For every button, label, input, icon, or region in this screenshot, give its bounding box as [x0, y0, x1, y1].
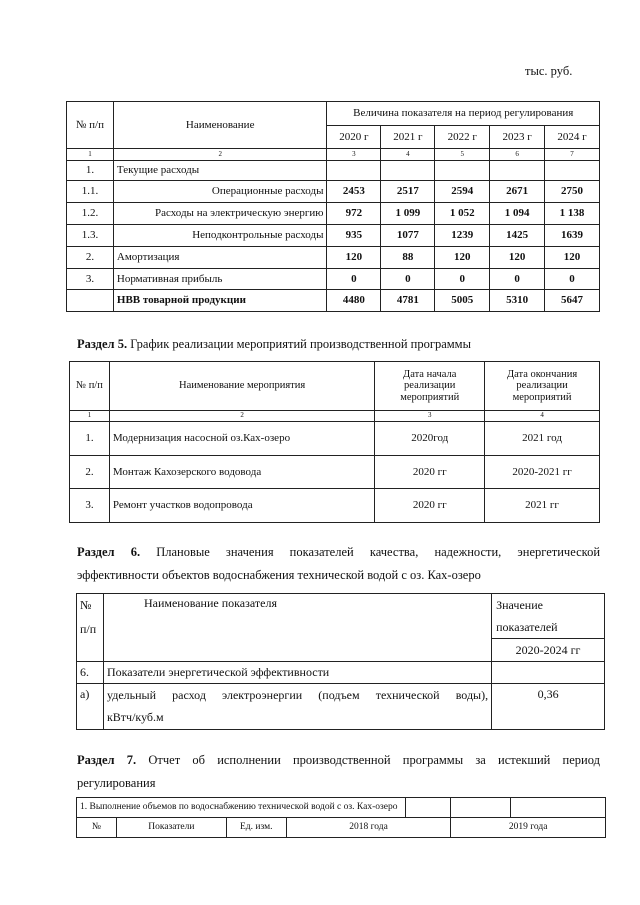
year-header: 2024 г	[545, 126, 600, 149]
row-no: 1.2.	[67, 203, 114, 225]
row-no: 6.	[77, 662, 104, 684]
row-no: 1.	[70, 422, 110, 456]
row-start: 2020год	[375, 422, 485, 456]
table-row-total	[67, 290, 600, 312]
year-header: 2021 г	[381, 126, 435, 149]
row-value: 4781	[381, 290, 435, 312]
report-cell	[451, 798, 511, 818]
section5-title: График реализации мероприятий производственной программы	[127, 337, 471, 351]
year-header: 2020 г	[327, 126, 381, 149]
row-name: Операционные расходы	[113, 181, 327, 203]
table-row	[70, 456, 600, 489]
row-value: 1 094	[490, 203, 545, 225]
units-label: тыс. руб.	[525, 64, 573, 78]
row-name: Расходы на электрическую энергию	[113, 203, 327, 225]
row-name-line1: удельный расход электроэнергии (подъем технической воды),	[106, 688, 489, 702]
header-period: Величина показателя на период регулирования	[327, 102, 600, 126]
indicators-table	[76, 593, 605, 730]
row-value: 1 052	[435, 203, 490, 225]
row-name-line2: кВтч/куб.м	[106, 710, 164, 724]
row-value: 2453	[327, 181, 381, 203]
row-value: 2517	[381, 181, 435, 203]
row-name: Показатели энергетической эффективности	[103, 662, 491, 684]
header-val1: Значение	[496, 598, 543, 612]
section7-line2: регулирования	[77, 776, 156, 790]
year-header: 2023 г	[490, 126, 545, 149]
row-value: 1 099	[381, 203, 435, 225]
header-no2: п/п	[80, 622, 97, 636]
row-value: 5005	[435, 290, 490, 312]
report-cell	[511, 798, 606, 818]
row-value	[435, 161, 490, 181]
row-value: 1077	[381, 225, 435, 247]
header-start: Дата начала реализации мероприятий	[375, 362, 485, 411]
row-value: 2594	[435, 181, 490, 203]
row-value: 4480	[327, 290, 381, 312]
row-name: Нормативная прибыль	[113, 269, 327, 290]
table-row	[70, 422, 600, 456]
row-value: 0	[435, 269, 490, 290]
header-indicators: Показатели	[116, 818, 226, 838]
row-name: Амортизация	[113, 247, 327, 269]
row-value: 1 138	[545, 203, 600, 225]
header-no: №	[77, 818, 117, 838]
year-header: 2022 г	[435, 126, 490, 149]
row-name: Текущие расходы	[113, 161, 327, 181]
row-end: 2021 гг	[485, 489, 600, 523]
header-unit: Ед. изм.	[226, 818, 286, 838]
column-number: 5	[435, 149, 490, 161]
row-value: 0	[490, 269, 545, 290]
row-value: 5647	[545, 290, 600, 312]
row-no: 1.	[67, 161, 114, 181]
header-val2: показателей	[496, 620, 558, 634]
header-end: Дата окончания реализации мероприятий	[485, 362, 600, 411]
row-value: 120	[435, 247, 490, 269]
section7-heading	[77, 749, 600, 795]
header-no: №	[80, 598, 92, 612]
header-no-cell	[77, 594, 104, 662]
row-name: НВВ товарной продукции	[113, 290, 327, 312]
header-2019: 2019 года	[451, 818, 606, 838]
row-value	[327, 161, 381, 181]
column-number: 3	[375, 411, 485, 422]
section6-line2: эффективности объектов водоснабжения технической водой с оз. Ках-озеро	[77, 568, 481, 582]
column-number: 2	[109, 411, 374, 422]
row-no: 3.	[67, 269, 114, 290]
row-value: 5310	[490, 290, 545, 312]
report-cell	[406, 798, 451, 818]
row-value: 0	[381, 269, 435, 290]
table-row	[67, 181, 600, 203]
table-row	[67, 161, 600, 181]
header-name: Наименование	[113, 102, 327, 149]
row-no: 1.3.	[67, 225, 114, 247]
column-number: 4	[485, 411, 600, 422]
column-number: 7	[545, 149, 600, 161]
column-number: 2	[113, 149, 327, 161]
row-value	[492, 662, 605, 684]
section6-line1: Плановые значения показателей качества, надежности, энергетической	[156, 545, 601, 559]
row-value: 1239	[435, 225, 490, 247]
row-name: Ремонт участков водопровода	[109, 489, 374, 523]
schedule-table	[69, 361, 600, 523]
row-value	[381, 161, 435, 181]
expenses-table	[66, 101, 600, 312]
row-value: 0	[327, 269, 381, 290]
row-name: Монтаж Кахозерского водовода	[109, 456, 374, 489]
row-end: 2020-2021 гг	[485, 456, 600, 489]
header-name: Наименование мероприятия	[109, 362, 374, 411]
table-row	[67, 225, 600, 247]
section7-label: Раздел 7.	[77, 753, 137, 767]
row-start: 2020 гг	[375, 489, 485, 523]
row-no: 1.1.	[67, 181, 114, 203]
row-value: 1639	[545, 225, 600, 247]
row-no: а)	[77, 684, 104, 730]
section6-label: Раздел 6.	[77, 545, 141, 559]
table-row	[67, 203, 600, 225]
row-value: 88	[381, 247, 435, 269]
table-row	[67, 269, 600, 290]
report-subtitle: 1. Выполнение объемов по водоснабжению технической водой с оз. Ках-озеро	[77, 798, 406, 818]
row-no: 2.	[70, 456, 110, 489]
header-2018: 2018 года	[286, 818, 451, 838]
row-value: 120	[545, 247, 600, 269]
row-name: Модернизация насосной оз.Ках-озеро	[109, 422, 374, 456]
table-row	[70, 489, 600, 523]
header-period: 2020-2024 гг	[492, 638, 604, 661]
row-value: 2671	[490, 181, 545, 203]
row-value: 120	[490, 247, 545, 269]
header-value-cell	[492, 594, 605, 662]
report-table	[76, 797, 606, 838]
row-end: 2021 год	[485, 422, 600, 456]
header-name: Наименование показателя	[103, 594, 491, 662]
column-number: 6	[490, 149, 545, 161]
header-no: № п/п	[67, 102, 114, 149]
column-number: 4	[381, 149, 435, 161]
table-row	[67, 247, 600, 269]
section5-label: Раздел 5.	[77, 337, 128, 351]
row-value: 935	[327, 225, 381, 247]
row-value: 0,36	[492, 684, 605, 730]
row-name-cell	[103, 684, 491, 730]
row-no: 3.	[70, 489, 110, 523]
section5-heading	[77, 333, 471, 356]
row-value	[490, 161, 545, 181]
column-number: 1	[70, 411, 110, 422]
header-no: № п/п	[70, 362, 110, 411]
row-value	[545, 161, 600, 181]
row-value: 972	[327, 203, 381, 225]
row-value: 1425	[490, 225, 545, 247]
row-value: 120	[327, 247, 381, 269]
section7-line1: Отчет об исполнении производственной программы за истекший период	[148, 753, 600, 767]
row-no	[67, 290, 114, 312]
row-value: 2750	[545, 181, 600, 203]
row-no: 2.	[67, 247, 114, 269]
column-number: 1	[67, 149, 114, 161]
column-number: 3	[327, 149, 381, 161]
row-name: Неподконтрольные расходы	[113, 225, 327, 247]
row-value: 0	[545, 269, 600, 290]
section6-heading	[77, 541, 600, 587]
row-start: 2020 гг	[375, 456, 485, 489]
